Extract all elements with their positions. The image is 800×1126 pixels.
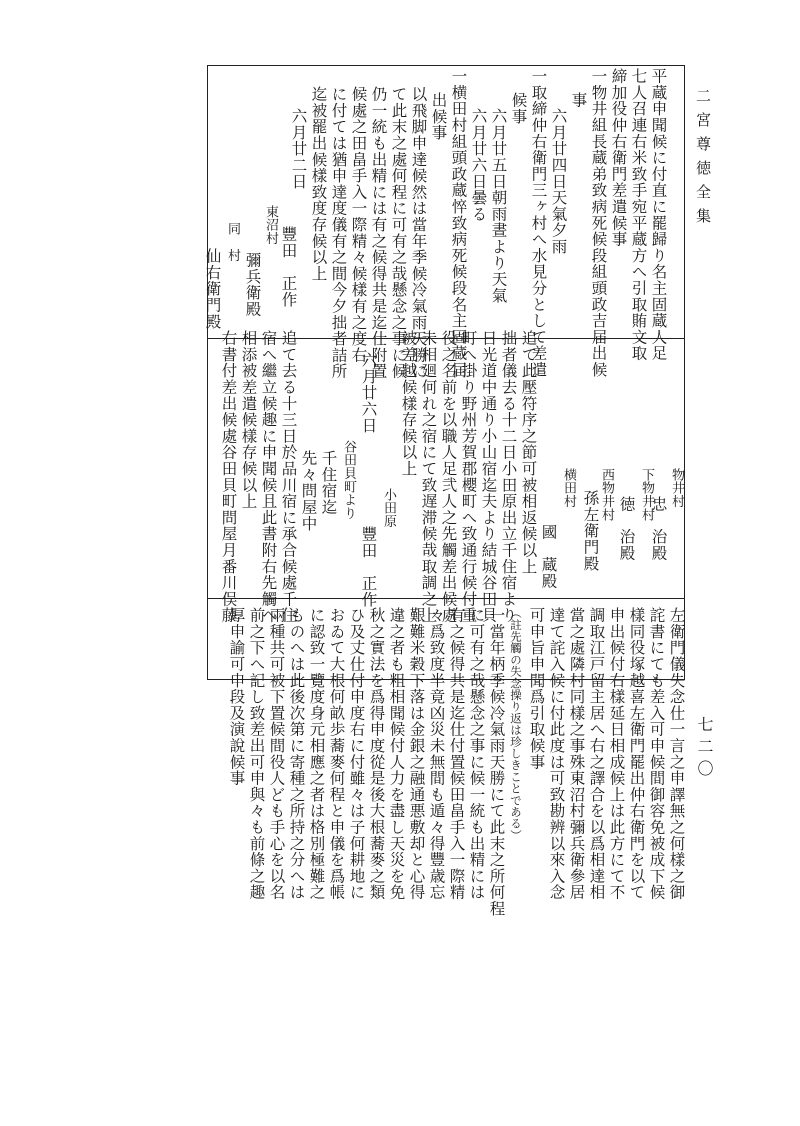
text-column: 仙右衛門殿 xyxy=(203,248,222,330)
text-column: 右書付差出候處谷田貝町問屋月番川俣藤 xyxy=(219,330,238,624)
text-column: 六月廿六日曇る xyxy=(469,108,488,223)
text-column: に可有之哉懸念之事に候一統も出精には xyxy=(467,607,486,901)
text-column: 小田原 xyxy=(381,488,396,528)
text-column: 豐田 正作 xyxy=(279,226,298,308)
text-column: 町へ掛り野州芳賀郡櫻町へ致通行候付重 xyxy=(459,330,478,624)
text-column: 日光道中通り小山宿迄夫より結城谷田貝 xyxy=(479,330,498,624)
text-column: 出候事 xyxy=(429,92,448,141)
text-column: 未相廻何れ之宿にて致遅滞候哉取調之上 xyxy=(419,330,438,624)
text-column: （註先觸の失念操り返は珍しきことである） xyxy=(509,607,523,841)
text-column: 一物井組長蔵弟致病死候段組頭政吉届出候 xyxy=(589,68,608,378)
text-column: 候事 xyxy=(509,92,528,125)
text-column: 前之下へ記し致差出可申與々も前條之趣 xyxy=(247,607,266,901)
text-column: 彌兵衛殿 xyxy=(243,252,262,318)
text-column: おゐて大根何畝歩蕎麥何程と申儀を爲帳 xyxy=(327,607,346,901)
text-column: 平蔵申聞候に付直に罷歸り名主固蔵人足 xyxy=(649,68,668,362)
text-column: 厚申諭可申段及演說候事 xyxy=(227,607,246,787)
text-column: 六月廿四日天氣夕雨 xyxy=(549,108,568,255)
text-column: 豐田 正作 xyxy=(359,526,378,608)
text-column: 達て詫入候に付此度は可致勘辨以來入念 xyxy=(547,607,566,901)
text-column: 忠 治殿 xyxy=(649,496,668,562)
text-column: 徳 治殿 xyxy=(617,496,636,562)
text-column: 孫左衛門殿 xyxy=(581,490,600,572)
text-column: に認致一覽度身元相應之者は格別極難之 xyxy=(307,607,326,901)
text-column: 物井村 xyxy=(669,468,684,508)
text-column: 谷田貝町より xyxy=(341,440,356,520)
text-column: 有之候得共是迄仕付置候田畠手入一際精 xyxy=(447,607,466,901)
text-column: 下物井村 xyxy=(639,468,654,522)
text-column: 一横田村組頭政蔵悴致病死候段名主固蔵届 xyxy=(449,68,468,378)
text-column: 先々問屋中 xyxy=(299,450,318,532)
text-column: 拙者儀去る十二日小田原出立千住宿より xyxy=(499,330,518,624)
text-column: 一當年柄季候冷氣雨天勝にて此末之所何程 xyxy=(487,607,506,917)
text-column: 迄被罷出候樣致度存候以上 xyxy=(309,86,328,282)
text-column: 一取締仲右衛門三ヶ村へ水見分として差遣 xyxy=(529,68,548,378)
text-column: 締加役仲右衛門差遣候事 xyxy=(609,68,628,248)
text-column: 國 蔵殿 xyxy=(539,524,558,590)
text-column: 相添被差遣候樣存候以上 xyxy=(239,330,258,510)
text-column: ひ及丈仕付申度右に付雖々は子何耕地に xyxy=(347,607,366,901)
text-column: 追て去る十三日於品川宿に承合候處千住 xyxy=(279,330,298,624)
text-column: 千住宿迄 xyxy=(319,450,338,516)
text-column: 被差越候樣存候以上 xyxy=(399,330,418,477)
text-column: 秋之實法を爲得申度從是後大根蕎麥之類 xyxy=(367,607,386,901)
page-number: 七二〇 xyxy=(695,716,714,782)
text-column: 樣同役塚越喜左衛門罷出仲右衛門を以て xyxy=(627,607,646,901)
text-column: 候處之田畠手入一際精々候樣有之度右 xyxy=(349,86,368,364)
text-column: 横田村 xyxy=(561,468,576,508)
text-column: 左衛門儀失念仕一言之申譯無之何樣之御 xyxy=(667,607,686,901)
text-column: 事 xyxy=(569,92,588,109)
text-column: 可申旨申聞爲引取候事 xyxy=(527,607,546,770)
text-column: 々爲致度半竟凶災未無間も遁々得豐歳忘 xyxy=(427,607,446,901)
book-title: 二宮尊徳全集 xyxy=(694,88,712,232)
text-column: 兩種共可被下置候間役人ども手心を以名 xyxy=(267,607,286,901)
text-column: に付ては猶申達度儀有之間今夕拙者詰所 xyxy=(329,86,348,380)
text-column: て此末之處何程に可有之哉懸念之事に候 xyxy=(389,86,408,380)
text-column: 東沼村 xyxy=(263,205,278,245)
text-column: 以飛脚申達候然は當年季候冷氣雨天勝に xyxy=(409,86,428,380)
text-column: 六月廿五日朝雨晝より天氣 xyxy=(489,108,508,304)
text-column: 詫書にても差入可申候間御容免被成下候 xyxy=(647,607,666,901)
text-column: 七人召連右米致手宛平蔵方へ引取賄文取 xyxy=(629,68,648,362)
text-column: ものへは此後次第に寄種之所持之分へは xyxy=(287,607,306,901)
text-column: 仍一統も出精には有之候得共是迄仕附置 xyxy=(369,86,388,380)
text-column: 調取江戸留主居へ右之譯合を以爲相達相 xyxy=(587,607,606,901)
text-column: 追て此壓符序之節可被相返候以上 xyxy=(519,330,538,575)
text-column: 役之名前を以職人足弐人之先觸差出候處 xyxy=(439,330,458,624)
text-column: 宿へ繼立候趣に申聞候且此書附右先觸へ xyxy=(259,330,278,624)
text-column: 當之處隣村同樣之事殊東沼村彌兵衛參居 xyxy=(567,607,586,901)
text-column: 西物井村 xyxy=(599,468,614,522)
text-column: 六月廿六日 xyxy=(359,352,378,434)
text-column: 申出候付右樣延日相成候上は此方にて不 xyxy=(607,607,626,901)
text-column: 艱難米穀下落は金銀之融通悪敷却と心得 xyxy=(407,607,426,901)
text-column: 六月廿二日 xyxy=(289,108,308,190)
text-column: 違之者も粗相聞候付人力を盡し天災を免 xyxy=(387,607,406,901)
text-column: 同 村 xyxy=(225,222,240,262)
